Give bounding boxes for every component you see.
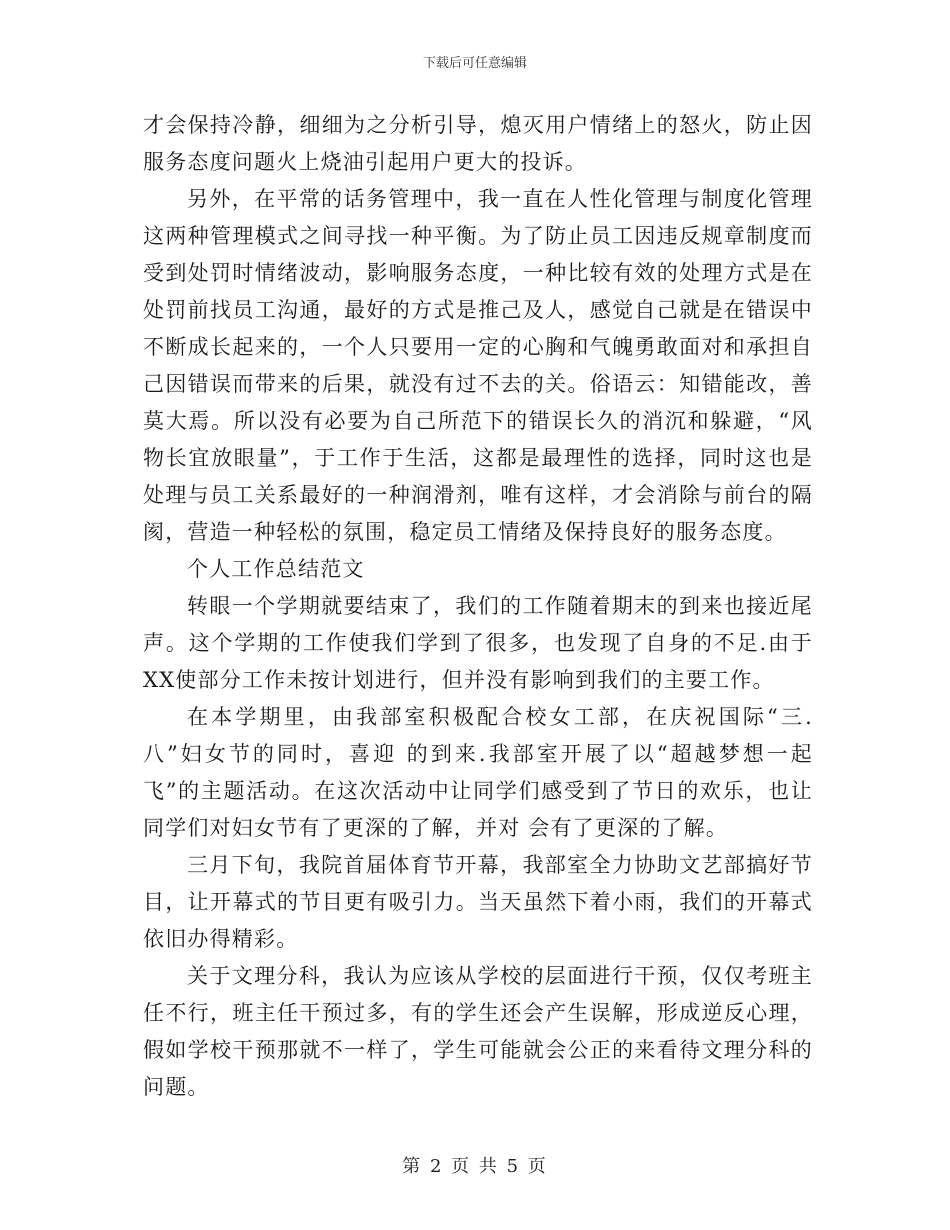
- paragraph-5: 三月下旬，我院首届体育节开幕，我部室全力协助文艺部搞好节目，让开幕式的节目更有吸引力。当天虽然下着小雨，我们的开幕式依旧办得精彩。: [143, 853, 813, 951]
- paragraph-3: 转眼一个学期就要结束了，我们的工作随着期末的到来也接近尾声。这个学期的工作使我们学到了很多，也发现了自身的不足.由于XX使部分工作未按计划进行，但并没有影响到我们的主要工作。: [143, 594, 813, 692]
- paragraph-4: 在本学期里，由我部室积极配合校女工部，在庆祝国际“三.八”妇女节的同时，喜迎 的到来.我部室开展了以“超越梦想一起飞”的主题活动。在这次活动中让同学们感受到了节日的欢乐，也让同学们对妇女节有了更深的了解，并对 会有了更深的了解。: [143, 705, 813, 840]
- section-title: 个人工作总结范文: [187, 557, 365, 581]
- paragraph-1: 才会保持冷静，细细为之分析引导，熄灭用户情绪上的怒火，防止因服务态度问题火上烧油引起用户更大的投诉。: [143, 113, 813, 174]
- paragraph-2: 另外，在平常的话务管理中，我一直在人性化管理与制度化管理这两种管理模式之间寻找一种平衡。为了防止员工因违反规章制度而受到处罚时情绪波动，影响服务态度，一种比较有效的处理方式是在处罚前找员工沟通，最好的方式是推己及人，感觉自己就是在错误中不断成长起来的，一个人只要用一定的心胸和气魄勇敢面对和承担自己因错误而带来的后果，就没有过不去的关。俗语云：知错能改，善莫大焉。所以没有必要为自己所范下的错误长久的消沉和躲避，“风物长宜放眼量”，于工作于生活，这都是最理性的选择，同时这也是处理与员工关系最好的一种润滑剂，唯有这样，才会消除与前台的隔阂，营造一种轻松的氛围，稳定员工情绪及保持良好的服务态度。: [143, 187, 813, 544]
- document-body: [143, 107, 813, 1106]
- page-number: 第 2 页 共 5 页: [402, 1156, 548, 1177]
- page-header: 下载后可任意编辑: [422, 56, 527, 71]
- paragraph-6: 关于文理分科，我认为应该从学校的层面进行干预，仅仅考班主任不行，班主任干预过多，有的学生还会产生误解，形成逆反心理，假如学校干预那就不一样了，学生可能就会公正的来看待文理分科的问题。: [143, 964, 813, 1099]
